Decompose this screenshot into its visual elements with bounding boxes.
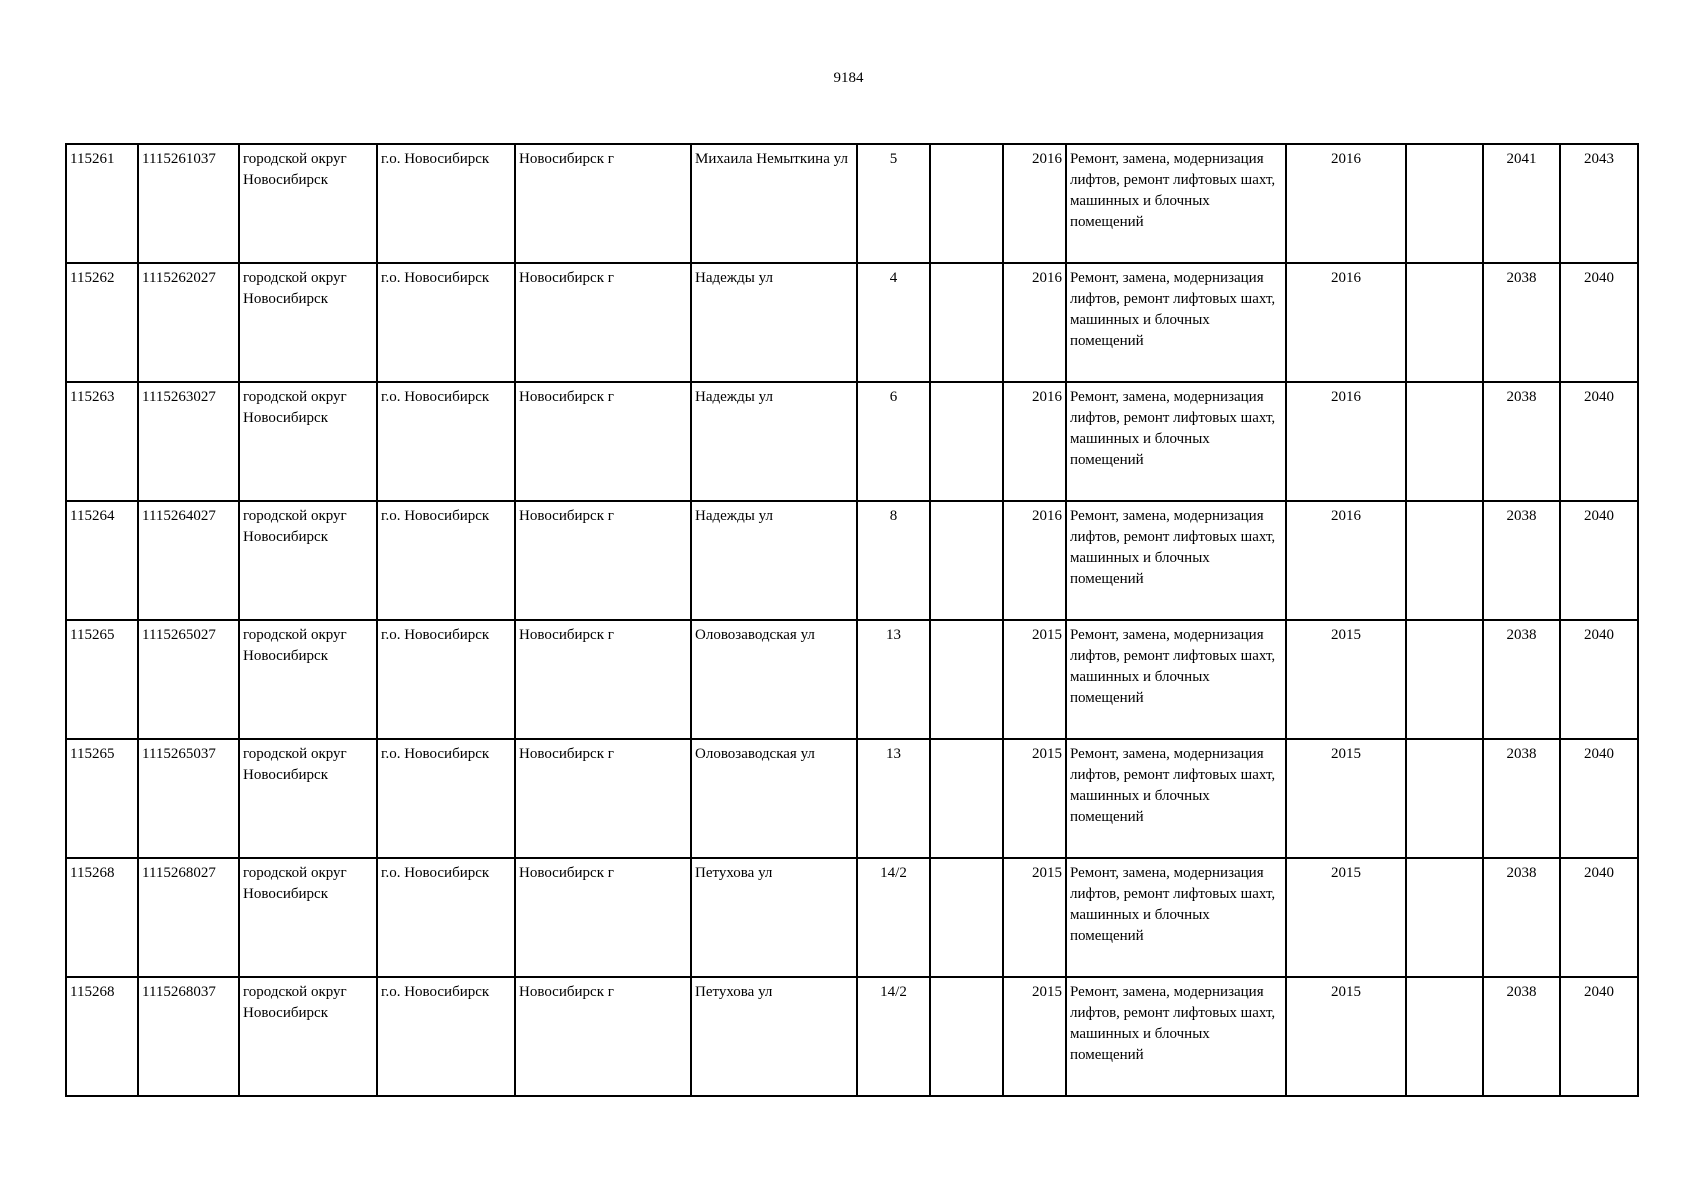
cell-work-year: 2016 (1286, 263, 1406, 382)
cell-municipality: г.о. Новосибирск (377, 382, 515, 501)
cell-id: 115268 (66, 858, 138, 977)
cell-house: 5 (857, 144, 930, 263)
table-row (66, 739, 1638, 858)
cell-district: городской округ Новосибирск (239, 977, 377, 1096)
cell-year: 2015 (1003, 977, 1066, 1096)
cell-municipality: г.о. Новосибирск (377, 977, 515, 1096)
table-row (66, 977, 1638, 1096)
cell-code: 1115261037 (138, 144, 239, 263)
cell-locality: Новосибирск г (515, 858, 691, 977)
cell-building (930, 858, 1003, 977)
cell-id: 115262 (66, 263, 138, 382)
cell-work: Ремонт, замена, модернизация лифтов, ремонт лифтовых шахт, машинных и блочных помещений (1066, 858, 1286, 977)
cell-work: Ремонт, замена, модернизация лифтов, ремонт лифтовых шахт, машинных и блочных помещений (1066, 501, 1286, 620)
cell-id: 115261 (66, 144, 138, 263)
cell-house: 13 (857, 739, 930, 858)
cell-year: 2016 (1003, 144, 1066, 263)
cell-street: Надежды ул (691, 263, 857, 382)
cell-year: 2015 (1003, 620, 1066, 739)
cell-plan-to: 2040 (1560, 620, 1638, 739)
cell-municipality: г.о. Новосибирск (377, 858, 515, 977)
cell-work: Ремонт, замена, модернизация лифтов, ремонт лифтовых шахт, машинных и блочных помещений (1066, 620, 1286, 739)
cell-plan-from: 2038 (1483, 977, 1560, 1096)
cell-work: Ремонт, замена, модернизация лифтов, ремонт лифтовых шахт, машинных и блочных помещений (1066, 977, 1286, 1096)
cell-building (930, 620, 1003, 739)
cell-street: Михаила Немыткина ул (691, 144, 857, 263)
cell-locality: Новосибирск г (515, 501, 691, 620)
cell-plan-from: 2038 (1483, 620, 1560, 739)
cell-work-year: 2015 (1286, 977, 1406, 1096)
cell-empty (1406, 739, 1483, 858)
cell-id: 115265 (66, 620, 138, 739)
cell-id: 115265 (66, 739, 138, 858)
cell-district: городской округ Новосибирск (239, 263, 377, 382)
cell-year: 2015 (1003, 739, 1066, 858)
cell-plan-to: 2043 (1560, 144, 1638, 263)
cell-street: Надежды ул (691, 382, 857, 501)
cell-empty (1406, 382, 1483, 501)
cell-house: 8 (857, 501, 930, 620)
cell-house: 14/2 (857, 858, 930, 977)
cell-plan-to: 2040 (1560, 501, 1638, 620)
cell-code: 1115265037 (138, 739, 239, 858)
cell-locality: Новосибирск г (515, 144, 691, 263)
cell-work: Ремонт, замена, модернизация лифтов, ремонт лифтовых шахт, машинных и блочных помещений (1066, 739, 1286, 858)
cell-code: 1115268027 (138, 858, 239, 977)
cell-plan-from: 2038 (1483, 739, 1560, 858)
cell-year: 2016 (1003, 501, 1066, 620)
cell-district: городской округ Новосибирск (239, 858, 377, 977)
cell-municipality: г.о. Новосибирск (377, 263, 515, 382)
cell-building (930, 382, 1003, 501)
registry-table-body (66, 144, 1638, 1096)
cell-district: городской округ Новосибирск (239, 501, 377, 620)
cell-house: 6 (857, 382, 930, 501)
cell-code: 1115264027 (138, 501, 239, 620)
cell-code: 1115265027 (138, 620, 239, 739)
cell-plan-to: 2040 (1560, 977, 1638, 1096)
cell-district: городской округ Новосибирск (239, 620, 377, 739)
cell-municipality: г.о. Новосибирск (377, 739, 515, 858)
cell-locality: Новосибирск г (515, 620, 691, 739)
cell-locality: Новосибирск г (515, 382, 691, 501)
cell-building (930, 977, 1003, 1096)
cell-work: Ремонт, замена, модернизация лифтов, ремонт лифтовых шахт, машинных и блочных помещений (1066, 263, 1286, 382)
cell-street: Петухова ул (691, 977, 857, 1096)
cell-empty (1406, 620, 1483, 739)
cell-plan-from: 2038 (1483, 858, 1560, 977)
table-row (66, 263, 1638, 382)
table-row (66, 382, 1638, 501)
cell-building (930, 501, 1003, 620)
cell-year: 2016 (1003, 263, 1066, 382)
cell-plan-to: 2040 (1560, 382, 1638, 501)
cell-code: 1115262027 (138, 263, 239, 382)
cell-plan-from: 2038 (1483, 382, 1560, 501)
cell-year: 2016 (1003, 382, 1066, 501)
cell-work-year: 2016 (1286, 382, 1406, 501)
cell-house: 4 (857, 263, 930, 382)
cell-code: 1115268037 (138, 977, 239, 1096)
cell-work-year: 2015 (1286, 620, 1406, 739)
cell-plan-from: 2041 (1483, 144, 1560, 263)
cell-id: 115263 (66, 382, 138, 501)
cell-building (930, 263, 1003, 382)
cell-work: Ремонт, замена, модернизация лифтов, ремонт лифтовых шахт, машинных и блочных помещений (1066, 382, 1286, 501)
cell-empty (1406, 977, 1483, 1096)
table-row (66, 858, 1638, 977)
cell-building (930, 144, 1003, 263)
table-row (66, 620, 1638, 739)
cell-street: Оловозаводская ул (691, 620, 857, 739)
cell-house: 13 (857, 620, 930, 739)
cell-house: 14/2 (857, 977, 930, 1096)
cell-work-year: 2015 (1286, 858, 1406, 977)
cell-code: 1115263027 (138, 382, 239, 501)
cell-plan-from: 2038 (1483, 263, 1560, 382)
cell-municipality: г.о. Новосибирск (377, 144, 515, 263)
cell-id: 115264 (66, 501, 138, 620)
cell-id: 115268 (66, 977, 138, 1096)
cell-street: Петухова ул (691, 858, 857, 977)
registry-table (65, 143, 1639, 1097)
cell-empty (1406, 501, 1483, 620)
cell-work: Ремонт, замена, модернизация лифтов, ремонт лифтовых шахт, машинных и блочных помещений (1066, 144, 1286, 263)
cell-empty (1406, 263, 1483, 382)
cell-municipality: г.о. Новосибирск (377, 501, 515, 620)
cell-district: городской округ Новосибирск (239, 739, 377, 858)
cell-locality: Новосибирск г (515, 263, 691, 382)
cell-empty (1406, 858, 1483, 977)
cell-empty (1406, 144, 1483, 263)
cell-plan-to: 2040 (1560, 263, 1638, 382)
cell-plan-to: 2040 (1560, 739, 1638, 858)
cell-district: городской округ Новосибирск (239, 382, 377, 501)
cell-building (930, 739, 1003, 858)
cell-municipality: г.о. Новосибирск (377, 620, 515, 739)
cell-locality: Новосибирск г (515, 739, 691, 858)
cell-street: Надежды ул (691, 501, 857, 620)
cell-plan-to: 2040 (1560, 858, 1638, 977)
cell-work-year: 2015 (1286, 739, 1406, 858)
cell-work-year: 2016 (1286, 144, 1406, 263)
cell-plan-from: 2038 (1483, 501, 1560, 620)
page-number: 9184 (833, 70, 864, 86)
cell-work-year: 2016 (1286, 501, 1406, 620)
cell-locality: Новосибирск г (515, 977, 691, 1096)
table-row (66, 144, 1638, 263)
table-row (66, 501, 1638, 620)
cell-year: 2015 (1003, 858, 1066, 977)
cell-street: Оловозаводская ул (691, 739, 857, 858)
cell-district: городской округ Новосибирск (239, 144, 377, 263)
